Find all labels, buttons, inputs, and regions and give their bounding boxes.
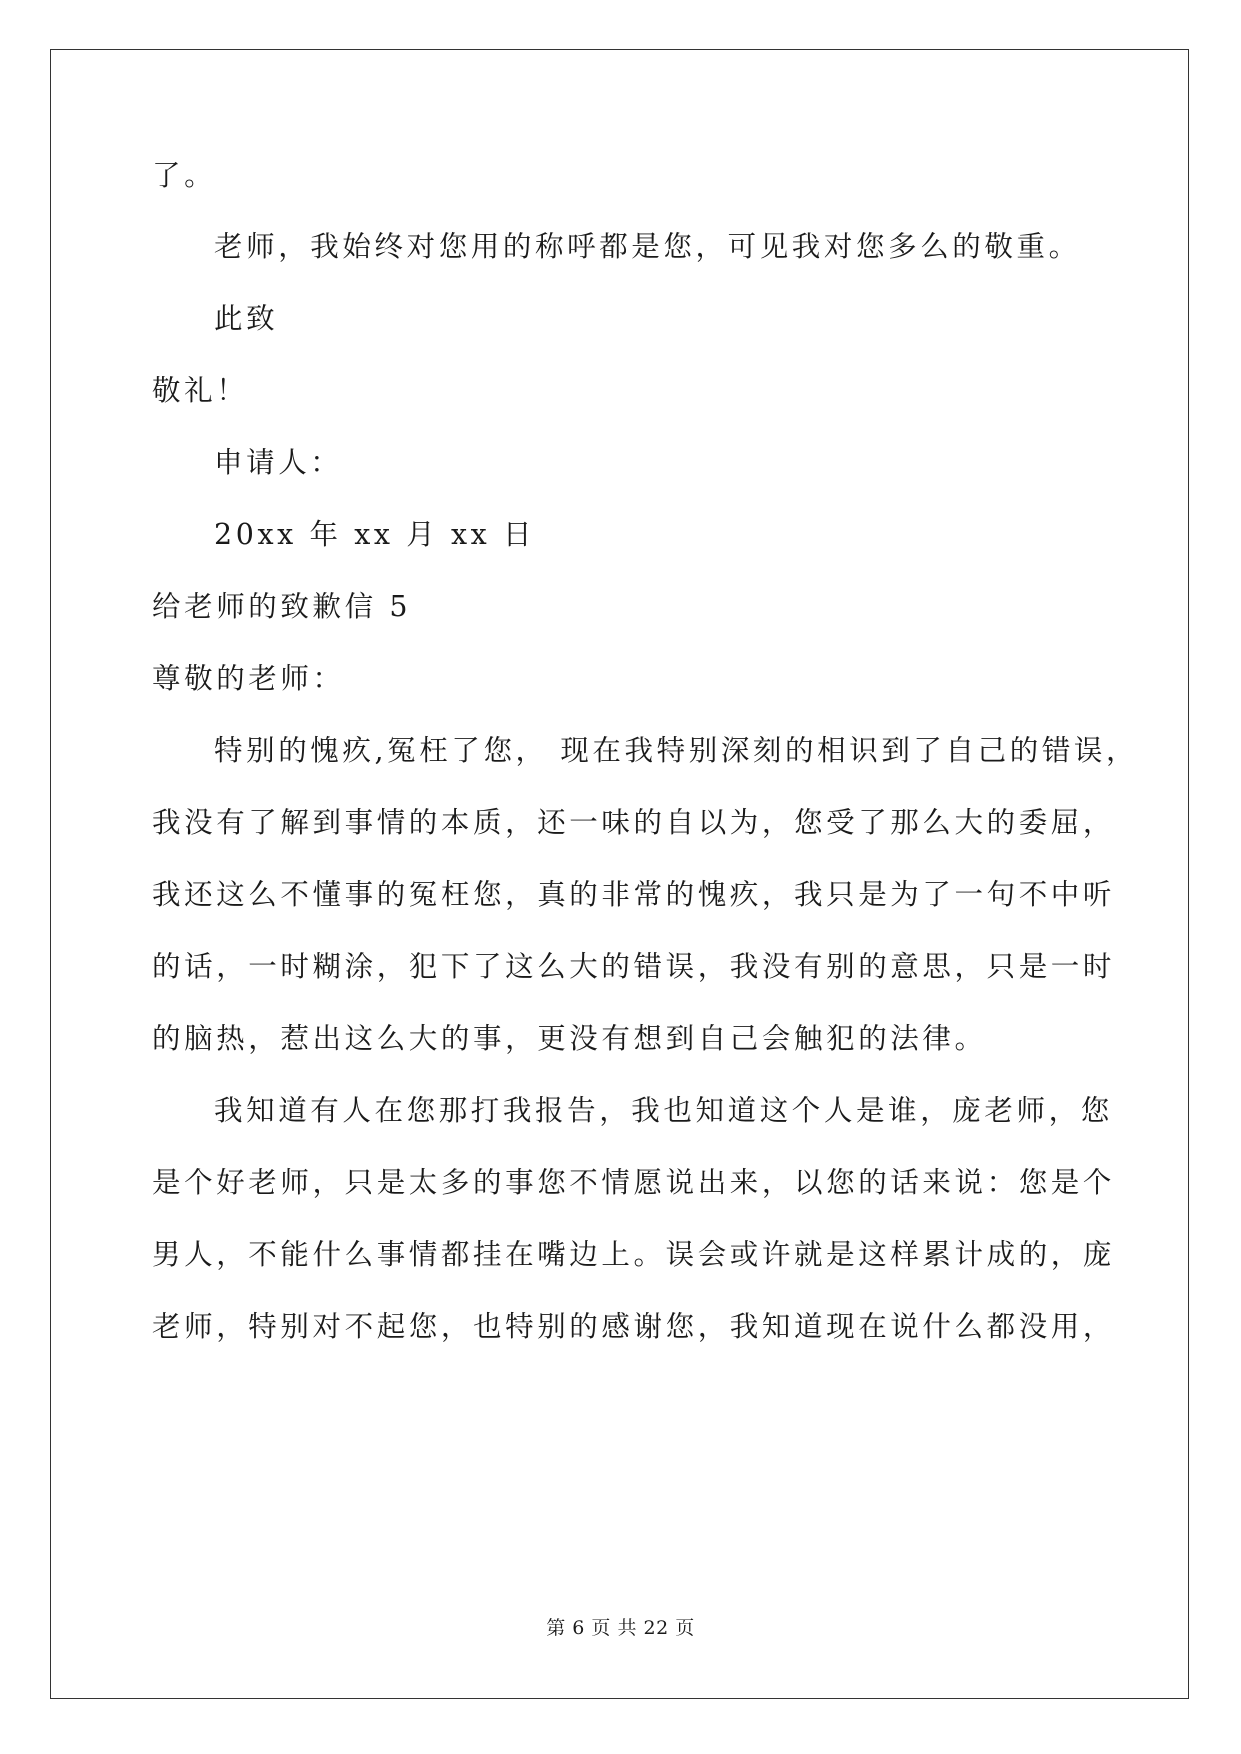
page-number: 第 6 页 共 22 页 <box>546 1617 695 1639</box>
text-line: 是个好老师，只是太多的事您不情愿说出来，以您的话来说：您是个 <box>152 1166 1116 1199</box>
text-line: 我还这么不懂事的冤枉您，真的非常的愧疚，我只是为了一句不中听 <box>152 878 1116 911</box>
text-line: 男人，不能什么事情都挂在嘴边上。误会或许就是这样累计成的，庞 <box>152 1238 1116 1271</box>
section-title: 给老师的致歉信 5 <box>152 590 412 623</box>
text-line: 我没有了解到事情的本质，还一味的自以为，您受了那么大的委屈， <box>152 806 1116 839</box>
text-line: 的脑热，惹出这么大的事，更没有想到自己会触犯的法律。 <box>152 1022 987 1055</box>
date-line: 20xx 年 xx 月 xx 日 <box>214 518 536 551</box>
text-line: 特别的愧疚,冤枉了您， 现在我特别深刻的相识到了自己的错误， <box>214 734 1139 767</box>
text-line: 我知道有人在您那打我报告，我也知道这个人是谁，庞老师，您 <box>214 1094 1113 1127</box>
salutation: 尊敬的老师： <box>152 662 345 695</box>
text-line: 了。 <box>152 159 217 192</box>
page-frame <box>50 49 1189 1699</box>
text-line: 老师，我始终对您用的称呼都是您，可见我对您多么的敬重。 <box>214 230 1081 263</box>
text-line: 老师，特别对不起您，也特别的感谢您，我知道现在说什么都没用， <box>152 1310 1116 1343</box>
text-line: 敬礼！ <box>152 374 249 407</box>
text-line: 申请人： <box>214 446 343 479</box>
text-line: 此致 <box>214 302 279 335</box>
text-line: 的话，一时糊涂，犯下了这么大的错误，我没有别的意思，只是一时 <box>152 950 1116 983</box>
